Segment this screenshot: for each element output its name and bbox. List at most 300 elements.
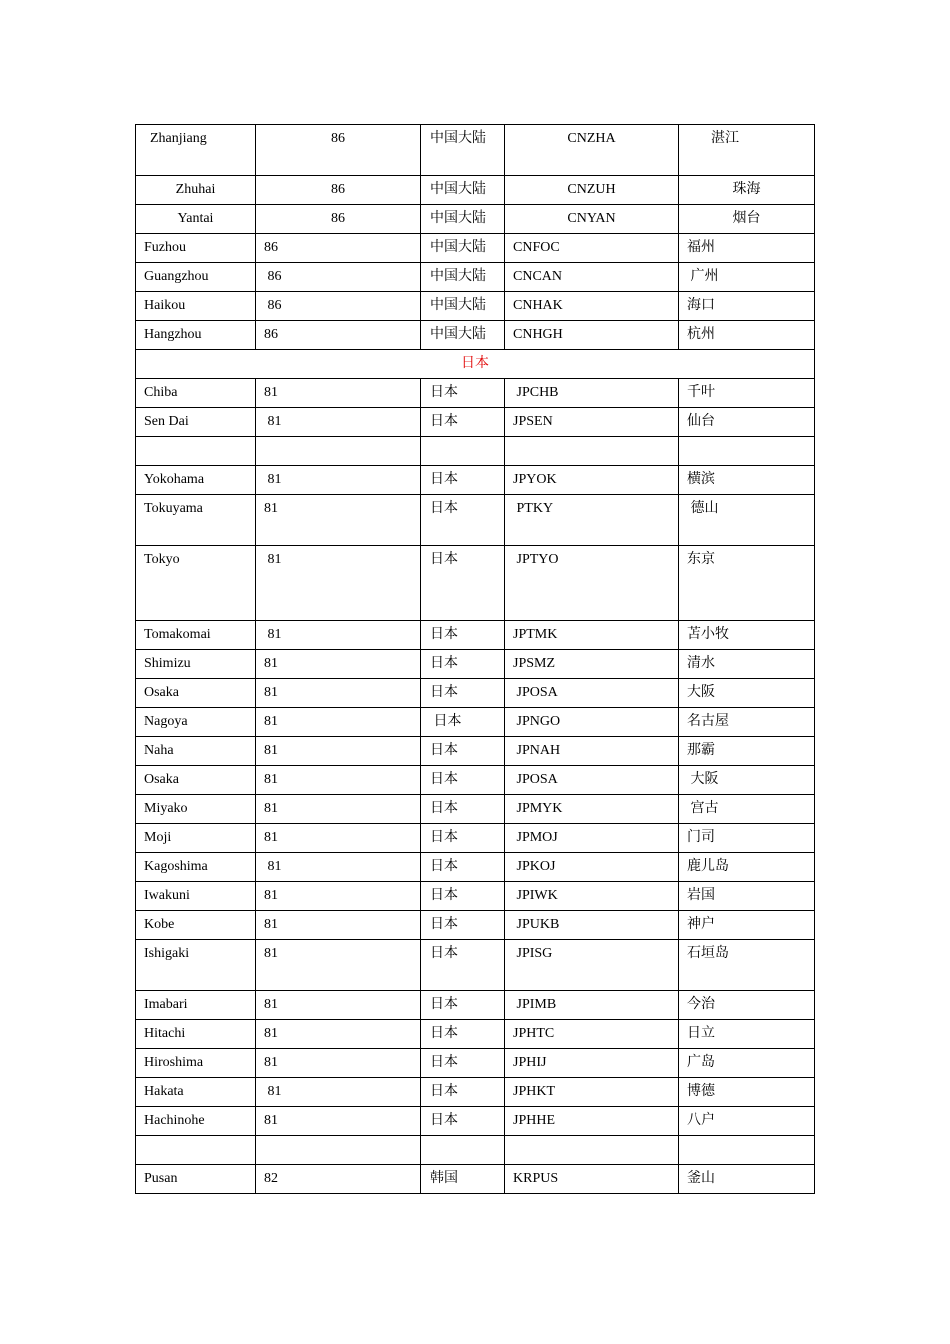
country-code-cell bbox=[256, 1049, 421, 1078]
table-row bbox=[136, 379, 815, 408]
port-code-cell bbox=[505, 795, 679, 824]
port-code-cell bbox=[505, 1107, 679, 1136]
chinese-name-text: 博德 bbox=[687, 1084, 715, 1099]
table-row bbox=[136, 205, 815, 234]
table-row bbox=[136, 795, 815, 824]
country-cell bbox=[421, 940, 505, 991]
port-name-text: Hachinohe bbox=[144, 1113, 205, 1128]
table-row bbox=[136, 125, 815, 176]
port-name-cell bbox=[136, 263, 256, 292]
country-text: 日本 bbox=[430, 385, 458, 400]
country-code-text: 81 bbox=[264, 501, 278, 516]
table-row bbox=[136, 766, 815, 795]
country-cell bbox=[421, 911, 505, 940]
country-code-cell bbox=[256, 546, 421, 621]
country-text: 日本 bbox=[430, 830, 458, 845]
port-code-cell bbox=[505, 991, 679, 1020]
table-row bbox=[136, 1078, 815, 1107]
table-row bbox=[136, 234, 815, 263]
chinese-name-cell bbox=[679, 650, 815, 679]
port-name-cell bbox=[136, 911, 256, 940]
port-code-cell bbox=[505, 940, 679, 991]
chinese-name-cell bbox=[679, 1020, 815, 1049]
chinese-name-text: 名古屋 bbox=[687, 714, 729, 729]
port-name-cell bbox=[136, 1107, 256, 1136]
port-name-text: Osaka bbox=[144, 685, 179, 700]
table-row bbox=[136, 1107, 815, 1136]
chinese-name-text: 石垣岛 bbox=[687, 946, 729, 961]
country-code-text: 81 bbox=[264, 1084, 282, 1099]
port-code-cell bbox=[505, 263, 679, 292]
table-row bbox=[136, 466, 815, 495]
port-code-text: JPIWK bbox=[513, 888, 558, 903]
country-code-cell bbox=[256, 495, 421, 546]
chinese-name-text: 珠海 bbox=[732, 182, 761, 197]
country-code-cell bbox=[256, 795, 421, 824]
country-text: 中国大陆 bbox=[430, 298, 486, 313]
port-name-cell bbox=[136, 466, 256, 495]
country-cell bbox=[421, 1136, 505, 1165]
country-cell bbox=[421, 795, 505, 824]
country-text: 中国大陆 bbox=[430, 211, 486, 226]
country-text: 中国大陆 bbox=[430, 131, 486, 146]
country-cell bbox=[421, 991, 505, 1020]
port-code-text: JPYOK bbox=[513, 472, 557, 487]
country-cell bbox=[421, 1107, 505, 1136]
port-code-text: JPCHB bbox=[513, 385, 559, 400]
port-name-cell bbox=[136, 795, 256, 824]
chinese-name-cell bbox=[679, 125, 815, 176]
chinese-name-cell bbox=[679, 911, 815, 940]
chinese-name-cell bbox=[679, 824, 815, 853]
table-row bbox=[136, 176, 815, 205]
port-name-cell bbox=[136, 737, 256, 766]
port-name-cell bbox=[136, 125, 256, 176]
country-cell bbox=[421, 766, 505, 795]
country-text: 日本 bbox=[430, 859, 458, 874]
port-name-text: Kobe bbox=[144, 917, 175, 932]
country-cell bbox=[421, 737, 505, 766]
port-name-text: Fuzhou bbox=[144, 240, 186, 255]
country-cell bbox=[421, 466, 505, 495]
port-name-text: Shimizu bbox=[144, 656, 191, 671]
country-code-cell bbox=[256, 437, 421, 466]
chinese-name-cell bbox=[679, 1049, 815, 1078]
port-name-text: Pusan bbox=[144, 1171, 178, 1186]
country-cell bbox=[421, 408, 505, 437]
port-code-cell bbox=[505, 621, 679, 650]
chinese-name-cell bbox=[679, 408, 815, 437]
port-code-text: CNZUH bbox=[567, 182, 616, 197]
port-code-text: CNZHA bbox=[567, 131, 616, 146]
port-code-cell bbox=[505, 824, 679, 853]
port-name-cell bbox=[136, 853, 256, 882]
port-code-cell bbox=[505, 321, 679, 350]
chinese-name-text: 鹿儿岛 bbox=[687, 859, 729, 874]
country-text: 日本 bbox=[430, 1113, 458, 1128]
chinese-name-cell bbox=[679, 234, 815, 263]
chinese-name-cell bbox=[679, 321, 815, 350]
country-cell bbox=[421, 679, 505, 708]
country-code-text bbox=[256, 1136, 420, 1141]
section-header-row bbox=[136, 350, 815, 379]
port-code-cell bbox=[505, 911, 679, 940]
port-code-text: JPOSA bbox=[513, 772, 558, 787]
chinese-name-text: 神户 bbox=[687, 917, 715, 932]
port-code-text: JPIMB bbox=[513, 997, 557, 1012]
port-code-cell bbox=[505, 766, 679, 795]
chinese-name-cell bbox=[679, 940, 815, 991]
country-cell bbox=[421, 853, 505, 882]
country-code-cell bbox=[256, 125, 421, 176]
country-text: 韩国 bbox=[430, 1171, 458, 1186]
chinese-name-text: 清水 bbox=[687, 656, 715, 671]
port-code-cell bbox=[505, 495, 679, 546]
country-code-cell bbox=[256, 176, 421, 205]
chinese-name-cell bbox=[679, 708, 815, 737]
country-code-text: 81 bbox=[264, 1113, 278, 1128]
chinese-name-cell bbox=[679, 292, 815, 321]
table-row bbox=[136, 437, 815, 466]
port-name-cell bbox=[136, 708, 256, 737]
chinese-name-cell bbox=[679, 205, 815, 234]
country-text bbox=[421, 1136, 504, 1141]
country-text bbox=[421, 437, 504, 442]
port-code-cell bbox=[505, 708, 679, 737]
chinese-name-text: 德山 bbox=[687, 501, 719, 516]
table-row bbox=[136, 650, 815, 679]
country-code-text: 81 bbox=[264, 772, 278, 787]
chinese-name-text: 海口 bbox=[687, 298, 715, 313]
port-name-text bbox=[136, 437, 255, 442]
port-code-cell bbox=[505, 125, 679, 176]
port-code-text: JPTMK bbox=[513, 627, 558, 642]
port-name-cell bbox=[136, 882, 256, 911]
port-name-cell bbox=[136, 621, 256, 650]
chinese-name-text: 门司 bbox=[687, 830, 715, 845]
port-code-cell bbox=[505, 1049, 679, 1078]
country-code-cell bbox=[256, 379, 421, 408]
port-code-text: JPHIJ bbox=[513, 1055, 547, 1070]
chinese-name-cell bbox=[679, 1165, 815, 1194]
port-name-cell bbox=[136, 1020, 256, 1049]
port-name-text: Nagoya bbox=[144, 714, 188, 729]
port-name-text: Tokyo bbox=[144, 552, 180, 567]
country-code-text: 86 bbox=[331, 211, 345, 226]
table-row bbox=[136, 1049, 815, 1078]
port-code-text: JPSMZ bbox=[513, 656, 556, 671]
table-row bbox=[136, 679, 815, 708]
section-header-cell bbox=[136, 350, 815, 379]
country-code-text: 81 bbox=[264, 801, 278, 816]
country-code-cell bbox=[256, 205, 421, 234]
chinese-name-cell bbox=[679, 621, 815, 650]
chinese-name-cell bbox=[679, 882, 815, 911]
port-name-text: Kagoshima bbox=[144, 859, 208, 874]
country-code-cell bbox=[256, 679, 421, 708]
country-code-cell bbox=[256, 1165, 421, 1194]
country-text: 日本 bbox=[430, 501, 458, 516]
country-code-cell bbox=[256, 466, 421, 495]
country-cell bbox=[421, 621, 505, 650]
port-name-text: Zhuhai bbox=[175, 182, 216, 197]
port-code-cell bbox=[505, 1020, 679, 1049]
chinese-name-cell bbox=[679, 1107, 815, 1136]
port-name-text: Zhanjiang bbox=[150, 131, 207, 146]
country-cell bbox=[421, 824, 505, 853]
country-code-cell bbox=[256, 621, 421, 650]
port-name-text: Hiroshima bbox=[144, 1055, 204, 1070]
port-code-cell bbox=[505, 176, 679, 205]
port-name-cell bbox=[136, 1165, 256, 1194]
country-text: 日本 bbox=[430, 888, 458, 903]
country-code-text: 81 bbox=[264, 997, 278, 1012]
country-text: 日本 bbox=[430, 917, 458, 932]
table-row bbox=[136, 1165, 815, 1194]
port-code-cell bbox=[505, 466, 679, 495]
chinese-name-cell bbox=[679, 495, 815, 546]
chinese-name-text: 仙台 bbox=[687, 414, 715, 429]
chinese-name-text: 岩国 bbox=[687, 888, 715, 903]
port-code-cell bbox=[505, 205, 679, 234]
country-code-cell bbox=[256, 292, 421, 321]
country-text: 日本 bbox=[430, 997, 458, 1012]
country-code-cell bbox=[256, 1020, 421, 1049]
country-code-cell bbox=[256, 766, 421, 795]
port-code-cell bbox=[505, 679, 679, 708]
chinese-name-cell bbox=[679, 1136, 815, 1165]
chinese-name-text: 宫古 bbox=[687, 801, 719, 816]
country-cell bbox=[421, 495, 505, 546]
country-code-text: 81 bbox=[264, 830, 278, 845]
country-text: 日本 bbox=[430, 685, 458, 700]
port-code-cell bbox=[505, 1078, 679, 1107]
country-text: 中国大陆 bbox=[430, 269, 486, 284]
table-row bbox=[136, 263, 815, 292]
chinese-name-text: 八户 bbox=[687, 1113, 715, 1128]
port-code-table-body bbox=[136, 125, 815, 1194]
country-text: 日本 bbox=[430, 743, 458, 758]
chinese-name-cell bbox=[679, 546, 815, 621]
port-name-text: Haikou bbox=[144, 298, 186, 313]
country-text: 日本 bbox=[430, 472, 458, 487]
country-text: 日本 bbox=[430, 627, 458, 642]
country-text: 日本 bbox=[430, 414, 458, 429]
port-name-text: Hangzhou bbox=[144, 327, 202, 342]
country-cell bbox=[421, 882, 505, 911]
port-code-cell bbox=[505, 853, 679, 882]
country-cell bbox=[421, 546, 505, 621]
country-code-cell bbox=[256, 1107, 421, 1136]
port-code-text: JPUKB bbox=[513, 917, 560, 932]
country-cell bbox=[421, 650, 505, 679]
port-name-cell bbox=[136, 766, 256, 795]
port-name-cell bbox=[136, 991, 256, 1020]
port-name-text: Ishigaki bbox=[144, 946, 190, 961]
port-name-cell bbox=[136, 1078, 256, 1107]
country-cell bbox=[421, 321, 505, 350]
country-code-cell bbox=[256, 408, 421, 437]
chinese-name-cell bbox=[679, 437, 815, 466]
port-name-cell bbox=[136, 379, 256, 408]
country-text: 日本 bbox=[430, 552, 458, 567]
chinese-name-text: 釜山 bbox=[687, 1171, 715, 1186]
chinese-name-cell bbox=[679, 991, 815, 1020]
port-name-cell bbox=[136, 321, 256, 350]
port-name-text: Tokuyama bbox=[144, 501, 203, 516]
chinese-name-text: 烟台 bbox=[732, 211, 761, 226]
country-code-text: 86 bbox=[331, 131, 345, 146]
port-code-cell bbox=[505, 408, 679, 437]
country-code-cell bbox=[256, 882, 421, 911]
chinese-name-text: 东京 bbox=[687, 552, 715, 567]
country-cell bbox=[421, 205, 505, 234]
port-code-text: JPHHE bbox=[513, 1113, 556, 1128]
port-code-cell bbox=[505, 737, 679, 766]
chinese-name-text: 今治 bbox=[687, 997, 715, 1012]
port-code-text: JPMOJ bbox=[513, 830, 558, 845]
chinese-name-cell bbox=[679, 1078, 815, 1107]
chinese-name-cell bbox=[679, 176, 815, 205]
port-code-text bbox=[505, 1136, 678, 1141]
chinese-name-text: 杭州 bbox=[687, 327, 715, 342]
port-code-cell bbox=[505, 546, 679, 621]
country-code-text: 81 bbox=[264, 472, 282, 487]
chinese-name-cell bbox=[679, 379, 815, 408]
country-text: 中国大陆 bbox=[430, 240, 486, 255]
country-code-cell bbox=[256, 824, 421, 853]
country-code-cell bbox=[256, 263, 421, 292]
port-code-text: JPKOJ bbox=[513, 859, 556, 874]
chinese-name-text bbox=[679, 437, 814, 442]
port-name-text: Tomakomai bbox=[144, 627, 211, 642]
port-name-text: Hitachi bbox=[144, 1026, 186, 1041]
table-row bbox=[136, 708, 815, 737]
port-name-text: Iwakuni bbox=[144, 888, 190, 903]
port-name-cell bbox=[136, 495, 256, 546]
country-code-cell bbox=[256, 853, 421, 882]
port-name-cell bbox=[136, 176, 256, 205]
country-code-cell bbox=[256, 1136, 421, 1165]
port-code-text: CNHAK bbox=[513, 298, 563, 313]
country-cell bbox=[421, 263, 505, 292]
port-code-text: CNCAN bbox=[513, 269, 563, 284]
section-title: 日本 bbox=[461, 356, 489, 371]
port-name-cell bbox=[136, 292, 256, 321]
country-code-text: 86 bbox=[264, 298, 282, 313]
chinese-name-text: 那霸 bbox=[687, 743, 715, 758]
table-row bbox=[136, 737, 815, 766]
chinese-name-text bbox=[679, 1136, 814, 1141]
country-text: 日本 bbox=[430, 1055, 458, 1070]
country-code-cell bbox=[256, 321, 421, 350]
country-code-text: 86 bbox=[264, 327, 278, 342]
country-code-cell bbox=[256, 940, 421, 991]
chinese-name-text: 大阪 bbox=[687, 772, 719, 787]
country-cell bbox=[421, 1165, 505, 1194]
country-cell bbox=[421, 1020, 505, 1049]
chinese-name-cell bbox=[679, 853, 815, 882]
port-code-text: JPNAH bbox=[513, 743, 561, 758]
table-row bbox=[136, 621, 815, 650]
country-code-cell bbox=[256, 650, 421, 679]
country-code-text: 81 bbox=[264, 656, 278, 671]
port-name-text: Guangzhou bbox=[144, 269, 209, 284]
chinese-name-text: 大阪 bbox=[687, 685, 715, 700]
port-name-text: Miyako bbox=[144, 801, 188, 816]
port-name-text: Naha bbox=[144, 743, 174, 758]
country-code-text: 81 bbox=[264, 714, 278, 729]
port-name-cell bbox=[136, 408, 256, 437]
chinese-name-text: 苫小牧 bbox=[687, 627, 729, 642]
chinese-name-cell bbox=[679, 737, 815, 766]
country-code-cell bbox=[256, 708, 421, 737]
country-code-text: 81 bbox=[264, 946, 278, 961]
port-name-text: Hakata bbox=[144, 1084, 184, 1099]
country-text: 日本 bbox=[430, 801, 458, 816]
country-code-text: 81 bbox=[264, 1026, 278, 1041]
port-name-cell bbox=[136, 205, 256, 234]
country-code-cell bbox=[256, 911, 421, 940]
table-row bbox=[136, 853, 815, 882]
port-code-text: JPNGO bbox=[513, 714, 561, 729]
port-code-text: CNFOC bbox=[513, 240, 560, 255]
country-code-text bbox=[256, 437, 420, 442]
country-text: 日本 bbox=[430, 772, 458, 787]
table-row bbox=[136, 321, 815, 350]
chinese-name-text: 湛江 bbox=[711, 131, 739, 146]
port-name-cell bbox=[136, 437, 256, 466]
chinese-name-cell bbox=[679, 766, 815, 795]
port-code-text: JPMYK bbox=[513, 801, 563, 816]
country-code-text: 81 bbox=[264, 385, 278, 400]
country-text: 中国大陆 bbox=[430, 182, 486, 197]
port-code-cell bbox=[505, 650, 679, 679]
country-code-text: 86 bbox=[331, 182, 345, 197]
country-code-text: 81 bbox=[264, 414, 282, 429]
country-text: 日本 bbox=[430, 1026, 458, 1041]
country-code-text: 82 bbox=[264, 1171, 278, 1186]
port-code-table bbox=[135, 124, 815, 1194]
port-name-cell bbox=[136, 546, 256, 621]
port-code-text: JPSEN bbox=[513, 414, 553, 429]
port-code-text: CNHGH bbox=[513, 327, 563, 342]
country-code-cell bbox=[256, 991, 421, 1020]
country-code-text: 86 bbox=[264, 240, 278, 255]
table-row bbox=[136, 991, 815, 1020]
country-code-cell bbox=[256, 234, 421, 263]
country-cell bbox=[421, 708, 505, 737]
country-cell bbox=[421, 292, 505, 321]
port-name-cell bbox=[136, 940, 256, 991]
table-row bbox=[136, 940, 815, 991]
country-cell bbox=[421, 234, 505, 263]
chinese-name-cell bbox=[679, 263, 815, 292]
port-code-text bbox=[505, 437, 678, 442]
port-code-text: JPHKT bbox=[513, 1084, 556, 1099]
chinese-name-cell bbox=[679, 679, 815, 708]
port-code-text: JPOSA bbox=[513, 685, 558, 700]
table-row bbox=[136, 911, 815, 940]
country-text: 中国大陆 bbox=[430, 327, 486, 342]
chinese-name-text: 广州 bbox=[687, 269, 719, 284]
port-code-cell bbox=[505, 437, 679, 466]
table-row bbox=[136, 408, 815, 437]
chinese-name-text: 福州 bbox=[687, 240, 715, 255]
table-row bbox=[136, 824, 815, 853]
country-code-text: 81 bbox=[264, 552, 282, 567]
port-name-cell bbox=[136, 1136, 256, 1165]
